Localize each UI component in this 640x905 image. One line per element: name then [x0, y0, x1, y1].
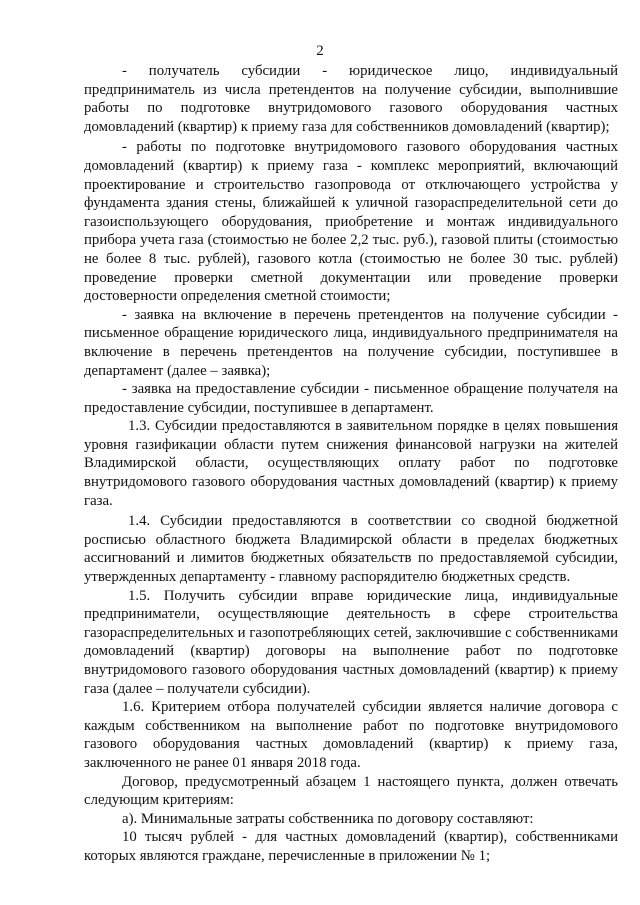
- paragraph-ten-thousand: 10 тысяч рублей - для частных домовладений (квартир), собственниками которых являются граждане, перечисленные в приложении № 1;: [84, 829, 618, 864]
- paragraph-subsidy-request-definition: - заявка на предоставление субсидии - письменное обращение получателя на предоставление субсидии, поступившее в департамент.: [84, 381, 618, 416]
- paragraph-inclusion-request-definition: - заявка на включение в перечень претендентов на получение субсидии - письменное обращение юридического лица, индивидуального предпринимателя на включение в перечень претендентов на получение субсидии, поступившее в департамент (далее – заявка);: [84, 306, 618, 379]
- paragraph-contract-criteria: Договор, предусмотренный абзацем 1 настоящего пункта, должен отвечать следующим критериям:: [84, 773, 618, 809]
- page-number: 2: [316, 43, 324, 59]
- paragraph-1-4: 1.4. Субсидии предоставляются в соответствии со сводной бюджетной росписью областного бюджета Владимирской области в пределах бюджетных ассигнований и лимитов бюджетных обязательств по предоставляемой субсидии, утвержденных департаменту - главному распорядителю бюджетных средств.: [84, 513, 618, 586]
- paragraph-minimum-costs: а). Минимальные затраты собственника по договору составляют:: [122, 810, 534, 827]
- paragraph-1-5: 1.5. Получить субсидии вправе юридические лица, индивидуальные предприниматели, осуществляющие деятельность в сфере строительства газораспределительных и газопотребляющих сетей, заключившие с собственниками домовладений (квартир) договоры на выполнение работ по подготовке внутридомового газового оборудования частных домовладений (квартир) к приему газа (далее – получатели субсидии).: [84, 587, 618, 697]
- paragraph-works-definition: - работы по подготовке внутридомового газового оборудования частных домовладений (квартир) к приему газа - комплекс мероприятий, включающий проектирование и строительство газопровода от отключающего устройства у фундамента здания стены, ближайшей к уличной газораспределительной сети до газоиспользующего оборудования, приобретение и монтаж индивидуального прибора учета газа (стоимостью не более 2,2 тыс. руб.), газовой плиты (стоимостью не более 8 тыс. рублей), газового котла (стоимостью не более 30 тыс. рублей) проведение проверки сметной документации или проведение проверки достоверности определения сметной стоимости;: [84, 139, 618, 305]
- paragraph-1-6: 1.6. Критерием отбора получателей субсидии является наличие договора с каждым собственником на выполнение работ по подготовке внутридомового газового оборудования частных домовладений (квартир) к приему газа, заключенного не ранее 01 января 2018 года.: [84, 699, 618, 771]
- document-body: [84, 62, 618, 866]
- paragraph-1-3: 1.3. Субсидии предоставляются в заявительном порядке в целях повышения уровня газификации области путем снижения финансовой нагрузки на жителей Владимирской области, осуществляющих оплату работ по подготовке внутридомового газового оборудования частных домовладений (квартир) к приему газа.: [84, 418, 618, 509]
- paragraph-recipient-definition: - получатель субсидии - юридическое лицо, индивидуальный предприниматель из числа претендентов на получение субсидии, выполнившие работы по подготовке внутридомового газового оборудования частных домовладений (квартир) к приему газа для собственников домовладений (квартир);: [84, 63, 618, 135]
